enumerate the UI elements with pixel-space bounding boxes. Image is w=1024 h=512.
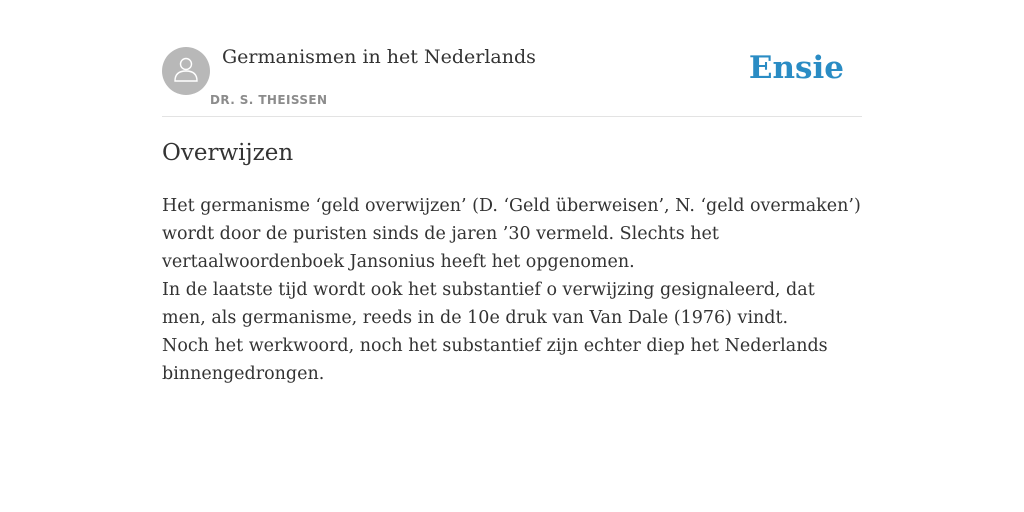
author-name[interactable]: DR. S. THEISSEN [210, 93, 328, 107]
entry-title: Overwijzen [162, 140, 294, 166]
user-icon [171, 54, 201, 89]
entry-paragraph: Het germanisme ‘geld overwijzen’ (D. ‘Geld überweisen’, N. ‘geld overmaken’) wordt door de puristen sinds de jaren ’30 vermeld. Slechts het vertaalwoordenboek Jansonius heeft het opgenomen. [162, 196, 861, 272]
avatar[interactable] [162, 47, 210, 95]
ensie-logo[interactable]: Ensie [748, 50, 844, 86]
header [162, 40, 862, 117]
entry-paragraph: In de laatste tijd wordt ook het substantief o verwijzing gesignaleerd, dat men, als germanisme, reeds in de 10e druk van Van Dale (1976) vindt. [162, 280, 815, 328]
entry-paragraph: Noch het werkwoord, noch het substantief zijn echter diep het Nederlands binnengedrongen. [162, 336, 828, 384]
entry-body [162, 192, 862, 388]
book-title[interactable]: Germanismen in het Nederlands [222, 46, 536, 68]
